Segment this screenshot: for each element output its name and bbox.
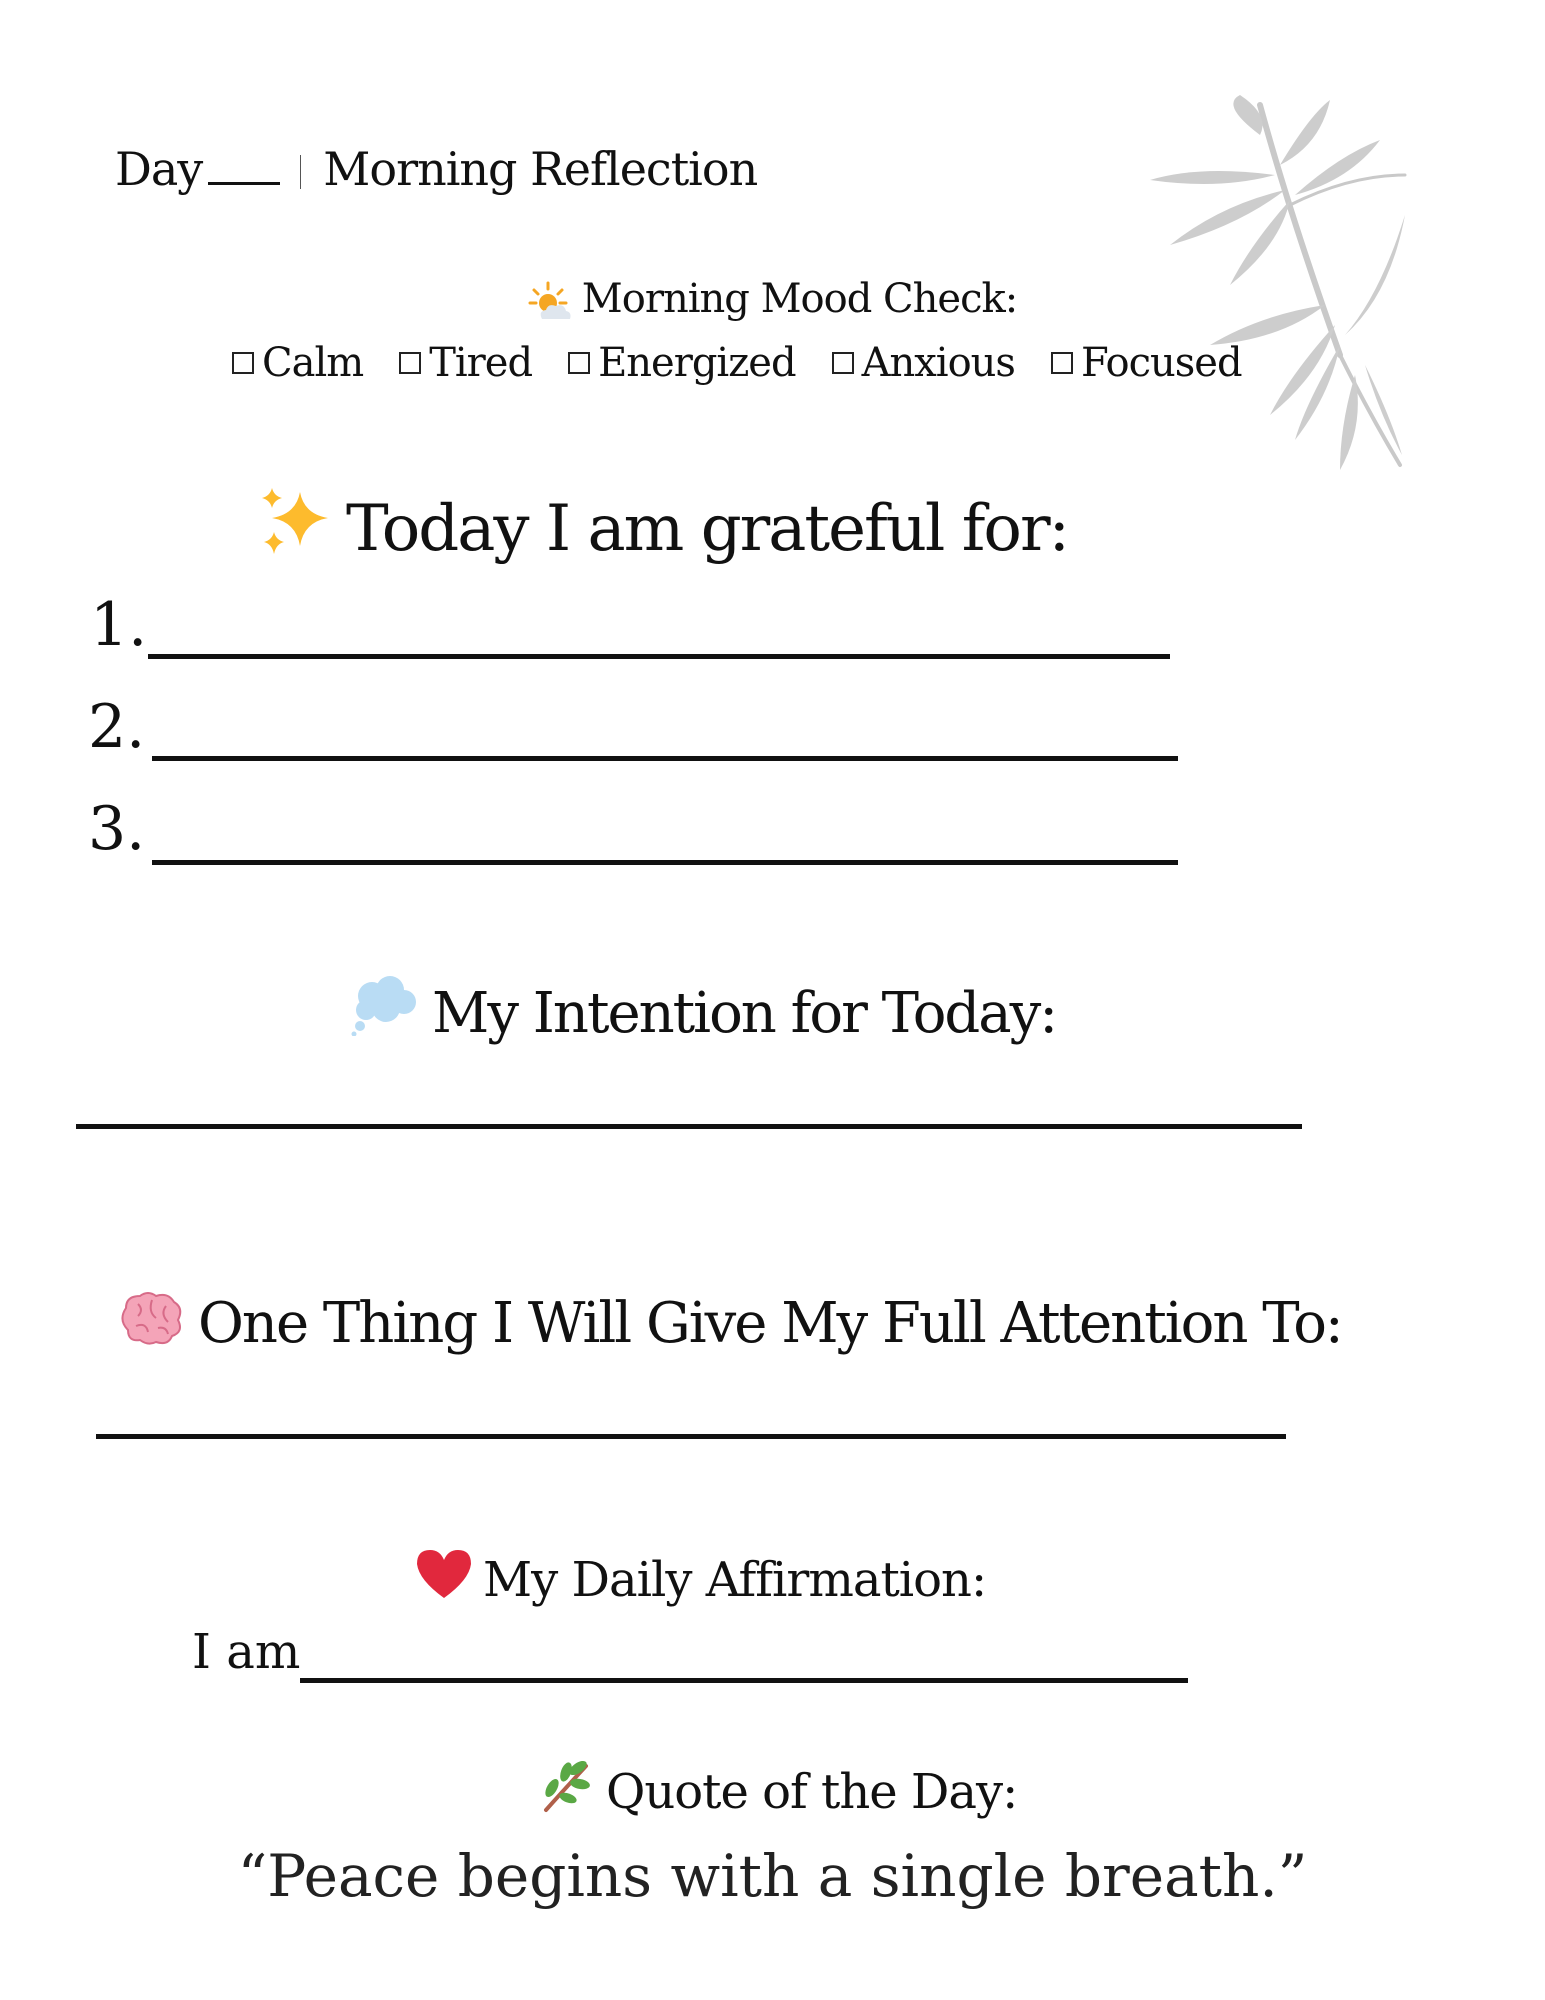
intention-heading	[350, 974, 1056, 1046]
checkbox[interactable]	[832, 352, 854, 374]
gratitude-line-2[interactable]	[152, 756, 1178, 761]
gratitude-number-1: 1.	[90, 590, 148, 660]
header-separator	[300, 155, 301, 189]
affirmation-heading	[415, 1548, 986, 1608]
day-label: Day	[115, 142, 203, 196]
mood-option-calm[interactable]: Calm	[232, 340, 363, 386]
affirmation-heading-text: My Daily Affirmation:	[483, 1552, 987, 1608]
quote-heading	[538, 1758, 1017, 1820]
page-title: Morning Reflection	[323, 142, 758, 196]
mood-heading-text: Morning Mood Check:	[581, 276, 1018, 322]
mood-option-energized[interactable]: Energized	[568, 340, 796, 386]
mood-option-focused[interactable]: Focused	[1051, 340, 1242, 386]
mood-check-heading	[0, 276, 1545, 323]
attention-line[interactable]	[96, 1434, 1286, 1439]
checkbox[interactable]	[1051, 352, 1073, 374]
gratitude-number-3: 3.	[88, 794, 146, 864]
gratitude-line-1[interactable]	[148, 654, 1170, 659]
intention-heading-text: My Intention for Today:	[432, 981, 1057, 1046]
gratitude-line-3[interactable]	[152, 860, 1178, 865]
herb-sprig-icon	[538, 1758, 594, 1814]
attention-heading	[118, 1290, 1342, 1356]
intention-line[interactable]	[76, 1124, 1302, 1129]
gratitude-number-2: 2.	[88, 692, 146, 762]
sun-behind-cloud-icon	[528, 281, 574, 323]
quote-heading-text: Quote of the Day:	[606, 1764, 1018, 1820]
quote-text: “Peace begins with a single breath.”	[237, 1842, 1308, 1910]
thought-bubble-icon	[350, 974, 418, 1036]
mood-option-anxious[interactable]: Anxious	[832, 340, 1015, 386]
checkbox[interactable]	[399, 352, 421, 374]
checkbox[interactable]	[232, 352, 254, 374]
mood-options	[232, 340, 1242, 386]
brain-icon	[118, 1290, 184, 1346]
mood-option-tired[interactable]: Tired	[399, 340, 532, 386]
affirmation-line[interactable]	[300, 1678, 1188, 1683]
heart-icon	[415, 1548, 473, 1600]
page-header	[115, 142, 757, 196]
gratitude-heading	[258, 484, 1068, 566]
checkbox[interactable]	[568, 352, 590, 374]
sparkles-icon	[258, 484, 332, 558]
attention-heading-text: One Thing I Will Give My Full Attention To:	[198, 1291, 1342, 1356]
gratitude-heading-text: Today I am grateful for:	[346, 492, 1069, 566]
day-number-blank[interactable]	[208, 148, 280, 185]
affirmation-prefix: I am	[192, 1624, 301, 1680]
